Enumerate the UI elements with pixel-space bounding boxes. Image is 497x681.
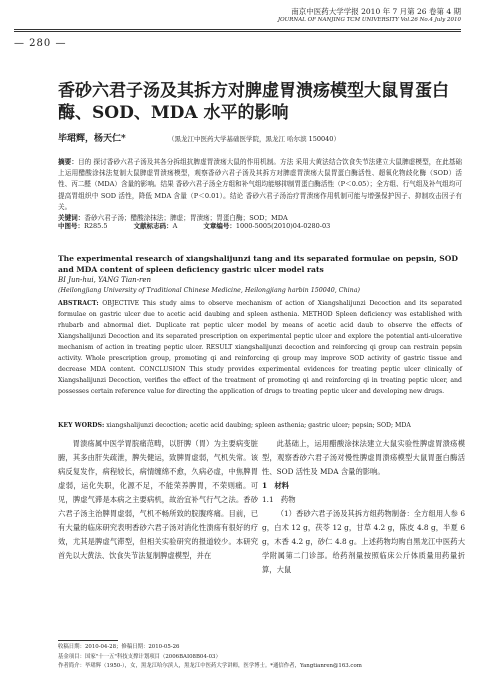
footnote-author-info: 作者简介：毕珺辉（1950-），女，黑龙江哈尔滨人，黑龙江中医药大学讲师，医学博士。*通信作者，Yangtianren@163.com (58, 663, 362, 669)
keywords-cn-text: 香砂六君子汤；醋酸涂抹法；脾虚；胃溃疡；胃蛋白酶；SOD；MDA (84, 214, 288, 223)
article-title-en: The experimental research of xiangshalijunzi tang and its separated formulae on pepsin, SOD and MDA content of spleen deficiency gastric ulcer model rats (58, 254, 458, 274)
body-intro-paragraph: 此基础上，运用醋酸涂抹法建立大鼠实验性脾虚胃溃疡模型，观察香砂六君子汤对慢性脾虚胃溃疡模型大鼠胃蛋白酶活性、SOD 活性及 MDA 含量的影响。 (262, 439, 465, 476)
abstract-en-label: ABSTRACT: (58, 300, 99, 307)
footnotes (58, 643, 462, 672)
keywords-en-label: KEY WORDS: (58, 422, 105, 429)
page-number: — 280 — (14, 38, 67, 49)
footnote-rule (58, 640, 118, 641)
abstract-cn-label: 摘要： (58, 158, 78, 166)
drug-preparation-paragraph: （1）香砂六君子汤及其拆方组药物制备：全方组用人参 6 g，白术 12 g，茯苓 12 g，甘草 4.2 g，陈皮 4.8 g，半夏 6 g，木香 4.2 g，砂仁 4.8 g。上述药物均购自黑龙江中医药大学附属第二门诊部。给药剂量按照临床公斤体质量用药量折算，大鼠 (262, 509, 465, 574)
clc-number: 中图号：R285.5 (58, 222, 108, 230)
affiliation-cn: （黑龙江中医药大学基础医学院，黑龙江 哈尔滨 150040） (168, 135, 340, 143)
journal-header-cn: 南京中医药大学学报 2010 年 7 月第 26 卷第 4 期 (291, 7, 461, 16)
footnote-received-date: 收稿日期：2010-04-28；修稿日期：2010-05-26 (58, 644, 180, 650)
header-rule-thin (14, 31, 461, 32)
footnote-fund: 基金项目：国家"十一五"科技支撑计划项目（2006BAI08B04-03） (58, 653, 221, 660)
keywords-en-text: xiangshalijunzi decoction; acetic acid daubing; spleen asthenia; gastric ulcer; pepsin; SOD; MDA (106, 422, 411, 429)
body-left-column: 胃溃疡属中医学胃脘痛范畴，以肝脾（胃）为主要病变脏腑，其多由肝失疏泄，脾失健运，致脾胃虚弱，气机失常。该病反复发作，病程较长，病情缠绵不愈，久病必虚，中焦脾胃虚弱，运化失职，化源不足，不能荣养脾胃，不荣则痛。可见，脾虚气滞是本病之主要病机，故治宜补气行气之法。香砂六君子汤主治脾胃虚弱，气机不畅所致的脘腹疼痛。目前，已有大量的临床研究表明香砂六君子汤对消化性溃疡有很好的疗效，尤其是脾虚气滞型，但相关实验研究的报道较少。本研究首先以大黄法、饮食失节法复制脾虚模型，并在 (58, 439, 258, 560)
document-code: 文献标志码：A (133, 222, 178, 230)
keywords-en-block (58, 421, 462, 431)
keywords-cn-label: 关键词： (58, 214, 85, 223)
header-rule (14, 29, 461, 30)
abstract-cn-text: 目的 探讨香砂六君子汤及其各分拆组抗脾虚胃溃疡大鼠的作用机制。方法 采用大黄法结合饮食失节法建立大鼠脾虚模型，在此基础上运用醋酸涂抹法复制大鼠脾虚胃溃疡模型，观察香砂六君子汤及其拆方对脾虚胃溃疡大鼠胃蛋白酶活性、超氧化物歧化酶（SOD）活性、丙二醛（MDA）含量的影响。结果 香砂六君子汤全方组和补气组均能够抑制胃蛋白酶活性（P＜0.05）；全方组、行气组及补气组均可提高胃组织中 SOD 活性，降低 MDA 含量（P＜0.01）。结论 香砂六君子汤治疗胃溃疡作用机制可能与增强保护因子、抑制攻击因子有关。 (58, 158, 462, 211)
body-right-column (262, 437, 465, 577)
journal-header-en: JOURNAL OF NANJING TCM UNIVERSITY Vol.26 No.4 July 2010 (277, 17, 461, 23)
article-number: 文章编号：1000-5005(2010)04-0280-03 (203, 222, 331, 230)
abstract-en-text: OBJECTIVE This study aims to observe mechanism of action of Xiangshalijunzi Decoction and its separated formulae on gastric ulcer due to acetic acid daubing and spleen asthenia. METHOD Spleen deficiency was established with rhubarb and abnormal diet. Duplicate rat peptic ulcer model by means of acetic acid daub to observe the effects of Xiangshalijunzi Decoction and its separated prescription on experimental peptic ulcer and explore the potential anti-ulcerative mechanism of action in treating peptic ulcer. RESULT xiangshalijunzi decoction and reinforcing qi group can restrain pepsin activity. Whole prescription group, promoting qi and reinforcing qi group may improve SOD activity of gastric tissue and decrease MDA content. CONCLUSION This study provides experimental evidences for treating peptic ulcer clinically of Xiangshalijunzi Decoction, verifies the effect of the treatment of promoting qi and reinforcing qi in treating peptic ulcer, and possesses certain reference value for directing the application of drugs to treating peptic ulcer and developing new drugs. (58, 300, 462, 395)
affiliation-en: (Heilongjiang University of Traditional Chinese Medicine, Heilongjiang harbin 150040, China) (58, 287, 360, 294)
authors-en: BI Jun-hui, YANG Tian-ren (58, 276, 152, 284)
section-heading-materials: 1 材料 (262, 481, 289, 490)
classification-row (58, 221, 462, 230)
subsection-heading-drugs: 1.1 药物 (262, 495, 296, 504)
article-title-cn: 香砂六君子汤及其拆方对脾虚胃溃疡模型大鼠胃蛋白酶、SOD、MDA 水平的影响 (58, 81, 449, 123)
abstract-en-block (58, 298, 462, 397)
authors-cn: 毕珺辉，杨天仁* (58, 134, 126, 144)
abstract-cn-block (58, 157, 462, 224)
